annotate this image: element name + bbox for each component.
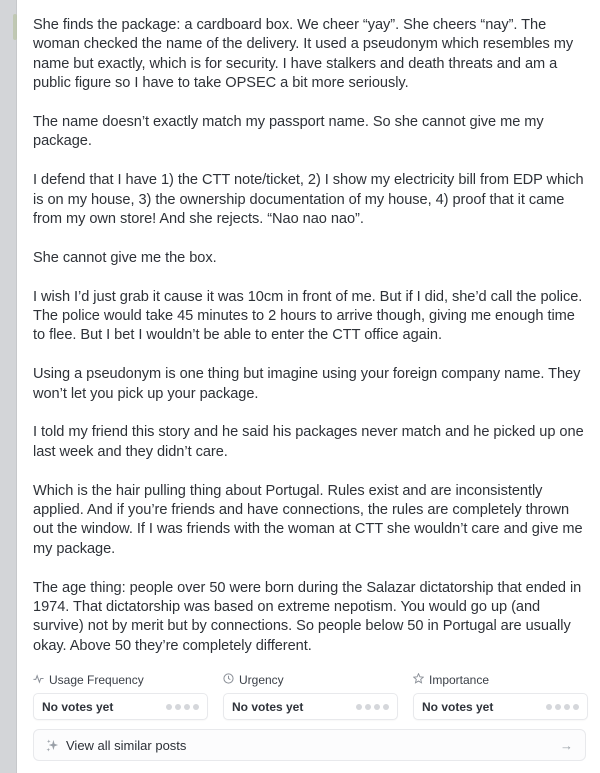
- post-paragraph: The name doesn’t exactly match my passport name. So she cannot give me my package.: [33, 114, 544, 150]
- vote-section: [33, 671, 588, 720]
- vote-label: Usage Frequency: [33, 671, 208, 689]
- vote-dot[interactable]: [193, 704, 199, 710]
- vote-dot[interactable]: [546, 704, 552, 710]
- vote-label: Importance: [413, 671, 588, 689]
- vote-dot[interactable]: [175, 704, 181, 710]
- activity-icon: [33, 673, 44, 687]
- vote-dot[interactable]: [184, 704, 190, 710]
- sparkle-icon: [46, 739, 59, 752]
- clock-icon: [223, 673, 234, 687]
- vote-dots: [356, 704, 389, 710]
- post-body: [33, 16, 588, 676]
- usage-frequency-vote-button[interactable]: [33, 693, 208, 720]
- post-paragraph: Which is the hair pulling thing about Portugal. Rules exist and are inconsistently applied. And if you’re friends and have connections, the rules are completely thrown out the window. If I was friends with the woman at CTT she wouldn’t care and give me my package.: [33, 482, 583, 557]
- star-icon: [413, 673, 424, 687]
- arrow-right-icon: →: [560, 737, 573, 753]
- vote-status: No votes yet: [42, 699, 114, 714]
- sidebar-accent: [13, 14, 17, 40]
- vote-urgency: [223, 671, 398, 720]
- importance-vote-button[interactable]: [413, 693, 588, 720]
- post-paragraph: She finds the package: a cardboard box. We cheer “yay”. She cheers “nay”. The woman checked the name of the delivery. It used a pseudonym which resembles my name but exactly, which is for security. I have stalkers and death threats and am a public figure so I have to take OPSEC a bit more seriously.: [33, 17, 574, 92]
- vote-dots: [166, 704, 199, 710]
- post-paragraph: Using a pseudonym is one thing but imagine using your foreign company name. They won’t let you pick up your package.: [33, 366, 581, 402]
- urgency-vote-button[interactable]: [223, 693, 398, 720]
- left-sidebar-strip: [0, 0, 17, 773]
- vote-dot[interactable]: [166, 704, 172, 710]
- vote-dots: [546, 704, 579, 710]
- vote-usage-frequency: [33, 671, 208, 720]
- vote-dot[interactable]: [356, 704, 362, 710]
- vote-importance: [413, 671, 588, 720]
- vote-dot[interactable]: [383, 704, 389, 710]
- post-paragraph: I told my friend this story and he said his packages never match and he picked up one last week and they didn’t care.: [33, 424, 584, 460]
- vote-status: No votes yet: [422, 699, 494, 714]
- vote-dot[interactable]: [555, 704, 561, 710]
- vote-dot[interactable]: [365, 704, 371, 710]
- post-paragraph: I wish I’d just grab it cause it was 10cm in front of me. But if I did, she’d call the police. The police would take 45 minutes to 2 hours to arrive though, giving me enough time to flee. But I bet I wouldn’t be able to enter the CTT office again.: [33, 288, 583, 344]
- vote-status: No votes yet: [232, 699, 304, 714]
- post-paragraph: The age thing: people over 50 were born during the Salazar dictatorship that ended in 1974. That dictatorship was based on extreme nepotism. You would go up (and survive) not by merit but by connections. So people below 50 in Portugal are usually okay. Above 50 they’re completely different.: [33, 579, 582, 654]
- vote-dot[interactable]: [564, 704, 570, 710]
- vote-dot[interactable]: [374, 704, 380, 710]
- vote-label: Urgency: [223, 671, 398, 689]
- view-similar-posts-button[interactable]: [33, 729, 586, 761]
- view-similar-posts-label: View all similar posts: [66, 737, 187, 753]
- post-paragraph: She cannot give me the box.: [33, 249, 217, 266]
- vote-dot[interactable]: [573, 704, 579, 710]
- post-paragraph: I defend that I have 1) the CTT note/ticket, 2) I show my electricity bill from EDP which is on my house, 3) the ownership documentation of my house, 4) proof that it came from my own store! And she rejects. “Nao nao nao”.: [33, 172, 584, 228]
